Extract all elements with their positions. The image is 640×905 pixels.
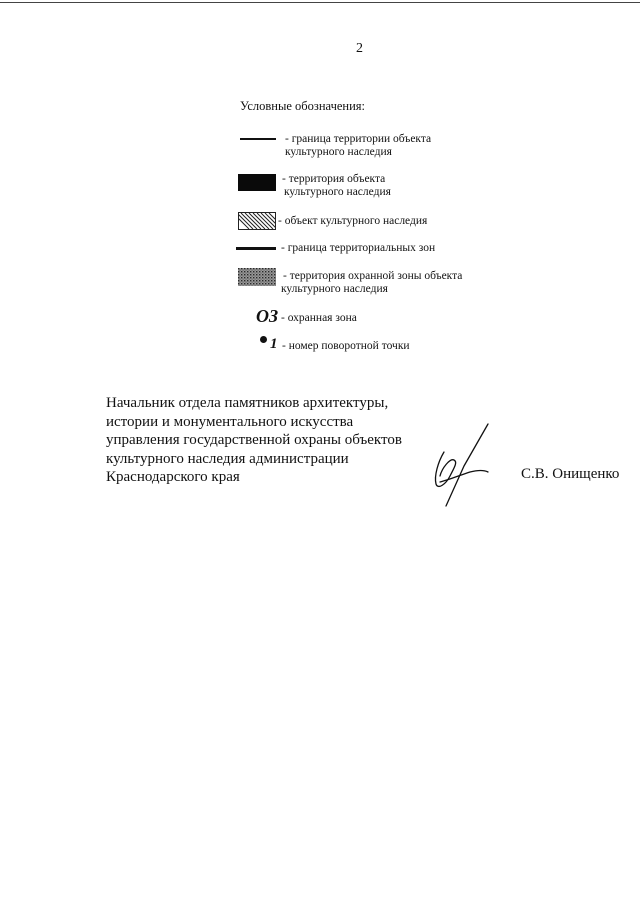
legend-item-boundary xyxy=(285,133,431,159)
position-line: культурного наследия администрации xyxy=(106,450,349,467)
legend-item-turning-point xyxy=(282,340,410,353)
legend-item-heritage-object xyxy=(278,215,427,228)
legend-item-text: - территория охранной зоны объекта xyxy=(283,270,463,282)
legend-item-text: - территория объекта xyxy=(282,173,386,185)
protection-zone-fill-symbol xyxy=(238,268,276,286)
hatched-heritage-symbol xyxy=(238,212,276,230)
handwritten-signature xyxy=(424,420,494,515)
legend-item-protection-zone xyxy=(283,270,462,296)
position-line: истории и монументального искусства xyxy=(106,413,354,430)
top-edge-rule xyxy=(0,2,640,3)
position-line: Краснодарского края xyxy=(106,469,240,486)
legend-title: Условные обозначения: xyxy=(240,99,366,113)
turning-point-number: 1 xyxy=(270,336,278,352)
legend-item-text: культурного наследия xyxy=(284,186,391,198)
legend-item-zone-code xyxy=(281,312,357,325)
territory-fill-symbol xyxy=(238,174,276,191)
boundary-line-symbol xyxy=(240,138,276,140)
signer-name: С.В. Онищенко xyxy=(521,466,620,482)
turning-point-dot-icon xyxy=(260,336,267,343)
page-number: 2 xyxy=(356,41,363,56)
zone-boundary-line-symbol xyxy=(236,247,276,250)
position-line: Начальник отдела памятников архитектуры, xyxy=(106,395,389,411)
signatory-position xyxy=(106,394,402,487)
legend-item-text: - граница территории объекта xyxy=(285,133,432,145)
legend-item-text: - охранная зона xyxy=(281,312,357,324)
legend-item-text: - граница территориальных зон xyxy=(281,242,436,254)
legend-item-text: - номер поворотной точки xyxy=(282,340,410,352)
legend-item-text: культурного наследия xyxy=(281,283,388,295)
legend-item-text: культурного наследия xyxy=(285,146,392,158)
position-line: управления государственной охраны объектов xyxy=(106,432,402,449)
legend-item-zone-boundary xyxy=(281,242,435,255)
protection-zone-code: ОЗ xyxy=(256,306,279,326)
legend-item-territory xyxy=(282,173,391,199)
legend-item-text: - объект культурного наследия xyxy=(278,215,428,227)
